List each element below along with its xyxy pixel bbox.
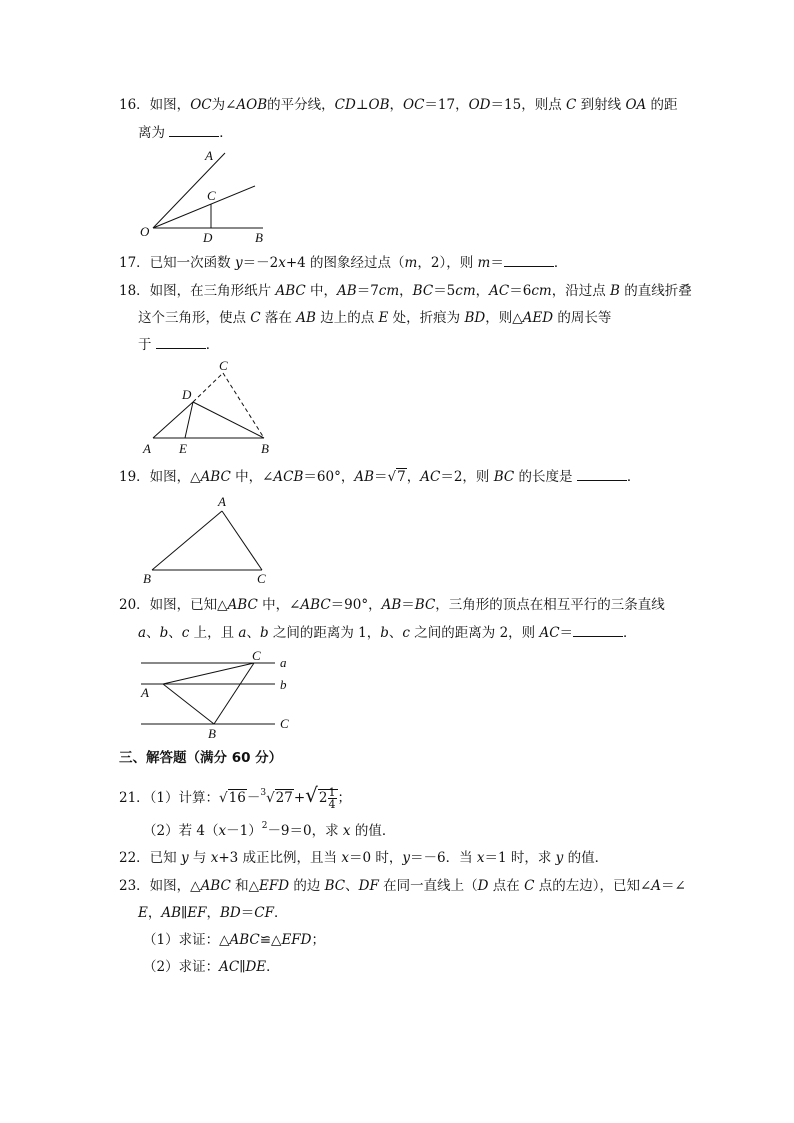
q23-text: ABC — [229, 932, 260, 948]
q20-text: BC — [414, 597, 436, 613]
q18-text: 边上的点 — [315, 310, 379, 326]
q21-text: － — [246, 790, 261, 806]
label-line-a: a — [280, 655, 287, 670]
q22-text: 与 — [188, 850, 211, 866]
q16-text: ＝17， — [424, 97, 469, 113]
q23-text: DE — [245, 959, 267, 975]
label-d: D — [182, 387, 192, 402]
q17-text: x — [278, 255, 286, 271]
label-a: A — [218, 494, 226, 509]
q22-text: ＝1 时，求 — [484, 850, 556, 866]
q23-text: ． — [273, 905, 288, 921]
q18-text: 的周长等 — [553, 310, 612, 326]
q23-text: BC — [324, 878, 346, 894]
q18-text: C — [250, 310, 261, 326]
q23-text: C — [524, 878, 535, 894]
q18-text: ＝5 — [433, 283, 456, 299]
q18-text: cm — [455, 283, 476, 299]
q22-text: ＝0 时， — [348, 850, 403, 866]
q21-root-index: 3 — [260, 788, 267, 798]
q20-text: 、 — [146, 625, 160, 641]
q20-text: 、 — [388, 625, 403, 641]
label-line-c: C — [280, 716, 289, 731]
q16-line2 — [138, 124, 233, 142]
q17-text: ＝－2 — [242, 255, 279, 271]
q21-part2 — [143, 822, 395, 842]
q16-text: OA — [625, 97, 647, 113]
q19-text: ＝60°， — [303, 469, 355, 485]
q19-radicand: 7 — [397, 469, 406, 485]
segment-ac — [163, 663, 254, 684]
q23-line1 — [119, 877, 686, 895]
q18-text: BC — [412, 283, 434, 299]
q20-text: a — [138, 625, 147, 641]
q23-text: ABC — [200, 878, 231, 894]
q22-text: 的值． — [563, 850, 609, 866]
q22-text: 22．已知 — [119, 850, 181, 866]
q19-figure — [140, 492, 280, 592]
q22-line — [119, 849, 608, 867]
q18-text: ， — [475, 283, 490, 299]
answer-blank[interactable] — [504, 254, 554, 267]
q20-text: b — [380, 625, 389, 641]
q19-text: ＝2，则 — [440, 469, 494, 485]
q18-text: ，则△ — [485, 310, 523, 326]
q16-text: 16．如图， — [119, 97, 191, 113]
q16-text: 的平分线， — [267, 97, 335, 113]
q18-text: 18．如图，在三角形纸片 — [119, 283, 276, 299]
q18-text: AC — [489, 283, 510, 299]
q16-text: ， — [389, 97, 404, 113]
q23-text: EFD — [259, 878, 290, 894]
label-d: D — [203, 230, 213, 245]
dashed-cb — [223, 373, 264, 438]
q19-text: 中，∠ — [230, 469, 274, 485]
q23-text: 点的左边），已知∠ — [534, 878, 652, 894]
q16-text: OB — [368, 97, 390, 113]
q21-text: －1） — [226, 823, 262, 839]
q19-text: ＝ — [374, 469, 388, 485]
q21-text: 的值． — [350, 823, 396, 839]
q16-line1 — [119, 96, 678, 114]
q23-text: AC — [219, 959, 240, 975]
label-c: C — [257, 571, 266, 586]
q18-text: cm — [531, 283, 552, 299]
q23-text: EFD — [281, 932, 312, 948]
q19-text: 19．如图，△ — [119, 469, 201, 485]
q18-text: ABC — [275, 283, 306, 299]
q16-text: 到射线 — [576, 97, 626, 113]
q22-text: x — [210, 850, 219, 866]
q23-text: D — [477, 878, 489, 894]
label-b: B — [261, 441, 269, 456]
q16-text: OC — [190, 97, 212, 113]
q20-text: ABC — [227, 597, 258, 613]
q21-fraction — [328, 787, 337, 810]
q20-text: 之间的距离为 1， — [268, 625, 381, 641]
q20-text: ，三角形的顶点在相互平行的三条直线 — [435, 597, 665, 613]
q21-text: + — [293, 790, 306, 806]
q19-text: AB — [354, 469, 375, 485]
q18-text: B — [610, 283, 620, 299]
q22-text: ＝－6．当 — [409, 850, 477, 866]
q23-text: ， — [147, 905, 162, 921]
q16-text: OC — [403, 97, 425, 113]
q23-text: ． — [266, 959, 280, 975]
q18-line1 — [119, 282, 692, 300]
q17-text: ，2），则 — [417, 255, 478, 271]
q20-text: b — [159, 625, 169, 641]
q16-text: ． — [219, 125, 233, 141]
q21-radicand: 16 — [228, 790, 246, 806]
q22-text: y — [555, 850, 564, 866]
q23-text: （1）求证：△ — [143, 932, 230, 948]
q20-text: 之间的距离为 2，则 — [409, 625, 540, 641]
q21-text: x — [218, 823, 227, 839]
q23-text: （2）求证： — [143, 959, 220, 975]
sqrt-sign: √ — [219, 790, 228, 806]
segment-ab — [163, 684, 214, 724]
q23-text: 和△ — [230, 878, 259, 894]
q20-text: ABC — [300, 597, 331, 613]
q18-text: ＝6 — [509, 283, 532, 299]
q16-text: ＝15，则点 — [490, 97, 566, 113]
q16-text: 的距 — [646, 97, 678, 113]
q19-line — [119, 468, 640, 486]
q18-line2 — [138, 309, 611, 327]
q20-text: 上，且 — [189, 625, 239, 641]
q23-text: DF — [358, 878, 379, 894]
q18-line3 — [138, 336, 219, 354]
q16-text: CD — [334, 97, 356, 113]
q23-text: ≌△ — [259, 932, 282, 948]
q16-text: ⊥ — [355, 97, 369, 113]
q21-exponent: 2 — [261, 821, 268, 831]
q21-whole: 2 — [318, 790, 328, 806]
q21-text: －9＝0，求 — [267, 823, 343, 839]
q23-text: E — [138, 905, 148, 921]
q23-part2 — [143, 958, 280, 976]
label-b: B — [143, 571, 151, 586]
q19-text: ， — [406, 469, 421, 485]
q19-text: ABC — [200, 469, 231, 485]
answer-blank[interactable] — [577, 468, 627, 481]
q17-text: ． — [553, 255, 568, 271]
q23-text: EF — [187, 905, 207, 921]
q18-text: BD — [464, 310, 486, 326]
q18-text: AED — [522, 310, 554, 326]
q23-text: CF — [254, 905, 274, 921]
q23-text: ＝ — [240, 905, 255, 921]
q23-text: ， — [206, 905, 221, 921]
q19-text: 的长度是 — [514, 469, 577, 485]
segment-ba — [152, 511, 222, 570]
segment-ad — [153, 402, 193, 438]
label-o: O — [140, 224, 150, 239]
q17-text: 17．已知一次函数 — [119, 255, 235, 271]
q20-figure — [135, 648, 305, 748]
dashed-dc — [193, 373, 223, 402]
q22-text: x — [341, 850, 349, 866]
label-line-b: b — [280, 677, 287, 692]
q21-text: 21．（1）计算： — [119, 790, 220, 806]
q20-text: AB — [381, 597, 402, 613]
q23-text: AB — [161, 905, 182, 921]
q23-text: 在同一直线上（ — [378, 878, 478, 894]
q22-text: +3 成正比例，且当 — [218, 850, 342, 866]
q17-text: ＝ — [490, 255, 504, 271]
q23-text: ； — [311, 932, 325, 948]
q23-part1 — [143, 931, 325, 949]
q20-text: 20．如图，已知△ — [119, 597, 228, 613]
q19-text: ACB — [273, 469, 304, 485]
q20-text: c — [181, 625, 190, 641]
q19-text: AC — [420, 469, 441, 485]
q18-text: 这个三角形，使点 — [138, 310, 251, 326]
q21-text: x — [342, 823, 351, 839]
q23-text: ∥ — [239, 959, 246, 975]
q18-text: AB — [296, 310, 316, 326]
label-point-c: C — [252, 648, 261, 663]
q18-text: E — [378, 310, 389, 326]
q17-text: m — [404, 255, 418, 271]
q21-part1 — [119, 782, 351, 813]
q20-text: ． — [623, 625, 637, 641]
label-e: E — [179, 441, 187, 456]
q18-text: 处，折痕为 — [388, 310, 465, 326]
q23-text: 、 — [345, 878, 359, 894]
sqrt-sign: √ — [305, 783, 318, 807]
q18-text: AB — [337, 283, 357, 299]
q20-text: 、 — [168, 625, 182, 641]
answer-blank[interactable] — [169, 124, 219, 137]
q20-text: ＝90°， — [330, 597, 382, 613]
q22-text: x — [476, 850, 485, 866]
q16-text: 为∠ — [211, 97, 237, 113]
q20-text: c — [402, 625, 410, 641]
q18-text: 于 — [138, 337, 156, 353]
q23-text: A — [651, 878, 662, 894]
q21-numerator: 1 — [328, 786, 336, 799]
q20-line1 — [119, 596, 665, 614]
q18-text: ，沿过点 — [551, 283, 611, 299]
q16-figure — [135, 145, 275, 245]
sqrt-sign: √ — [387, 469, 397, 485]
q20-text: AC — [539, 625, 560, 641]
q18-figure — [140, 360, 280, 460]
sqrt-sign: √ — [266, 790, 275, 806]
segment-de — [185, 402, 193, 438]
q17-text: y — [234, 255, 243, 271]
q23-text: 点在 — [488, 878, 525, 894]
label-point-a: A — [141, 685, 149, 700]
q20-text: ＝ — [559, 625, 574, 641]
q17-line — [119, 254, 567, 272]
label-a: A — [143, 441, 151, 456]
q19-text: ． — [626, 469, 641, 485]
q16-text: AOB — [236, 97, 268, 113]
ray-oc — [153, 186, 255, 228]
q16-text: C — [566, 97, 577, 113]
label-c: C — [207, 188, 216, 203]
q18-text: ， — [399, 283, 413, 299]
section-heading: 三、解答题（满分 60 分） — [119, 750, 283, 766]
q17-text: +4 的图象经过点（ — [285, 255, 405, 271]
q18-text: cm — [378, 283, 400, 299]
q23-text: ＝∠ — [661, 878, 686, 894]
label-a: A — [205, 148, 213, 163]
q17-text: m — [477, 255, 491, 271]
q18-text: 的直线折叠 — [619, 283, 692, 299]
label-c: C — [219, 358, 228, 373]
q21-denominator: 4 — [328, 798, 336, 811]
segment-db — [193, 402, 264, 438]
q21-mixed-number — [318, 786, 338, 811]
q20-text: ＝ — [401, 597, 415, 613]
q18-text: ＝7 — [356, 283, 379, 299]
q23-line2 — [138, 904, 287, 922]
q21-radicand: 27 — [275, 790, 293, 806]
q18-text: 中， — [305, 283, 338, 299]
q18-text: 落在 — [260, 310, 297, 326]
q23-text: 23．如图，△ — [119, 878, 201, 894]
segment-ac — [222, 511, 262, 570]
q22-text: y — [180, 850, 189, 866]
q20-text: a — [238, 625, 247, 641]
label-point-b: B — [208, 726, 216, 741]
q23-text: ∥ — [181, 905, 188, 921]
q20-text: 、 — [246, 625, 260, 641]
q23-text: 的边 — [289, 878, 325, 894]
q16-text: 离为 — [138, 125, 170, 141]
label-b: B — [255, 230, 263, 245]
q19-text: BC — [493, 469, 515, 485]
q20-line2 — [138, 624, 637, 642]
q21-text: （2）若 4（ — [143, 823, 219, 839]
q16-text: OD — [468, 97, 491, 113]
q22-text: y — [402, 850, 410, 866]
q21-text: ； — [337, 790, 352, 806]
q20-text: 中，∠ — [257, 597, 301, 613]
answer-blank[interactable] — [156, 336, 206, 349]
q23-text: BD — [220, 905, 241, 921]
q18-text: ． — [205, 337, 220, 353]
answer-blank[interactable] — [573, 624, 623, 637]
segment-bc — [214, 663, 254, 724]
q20-text: b — [259, 625, 269, 641]
